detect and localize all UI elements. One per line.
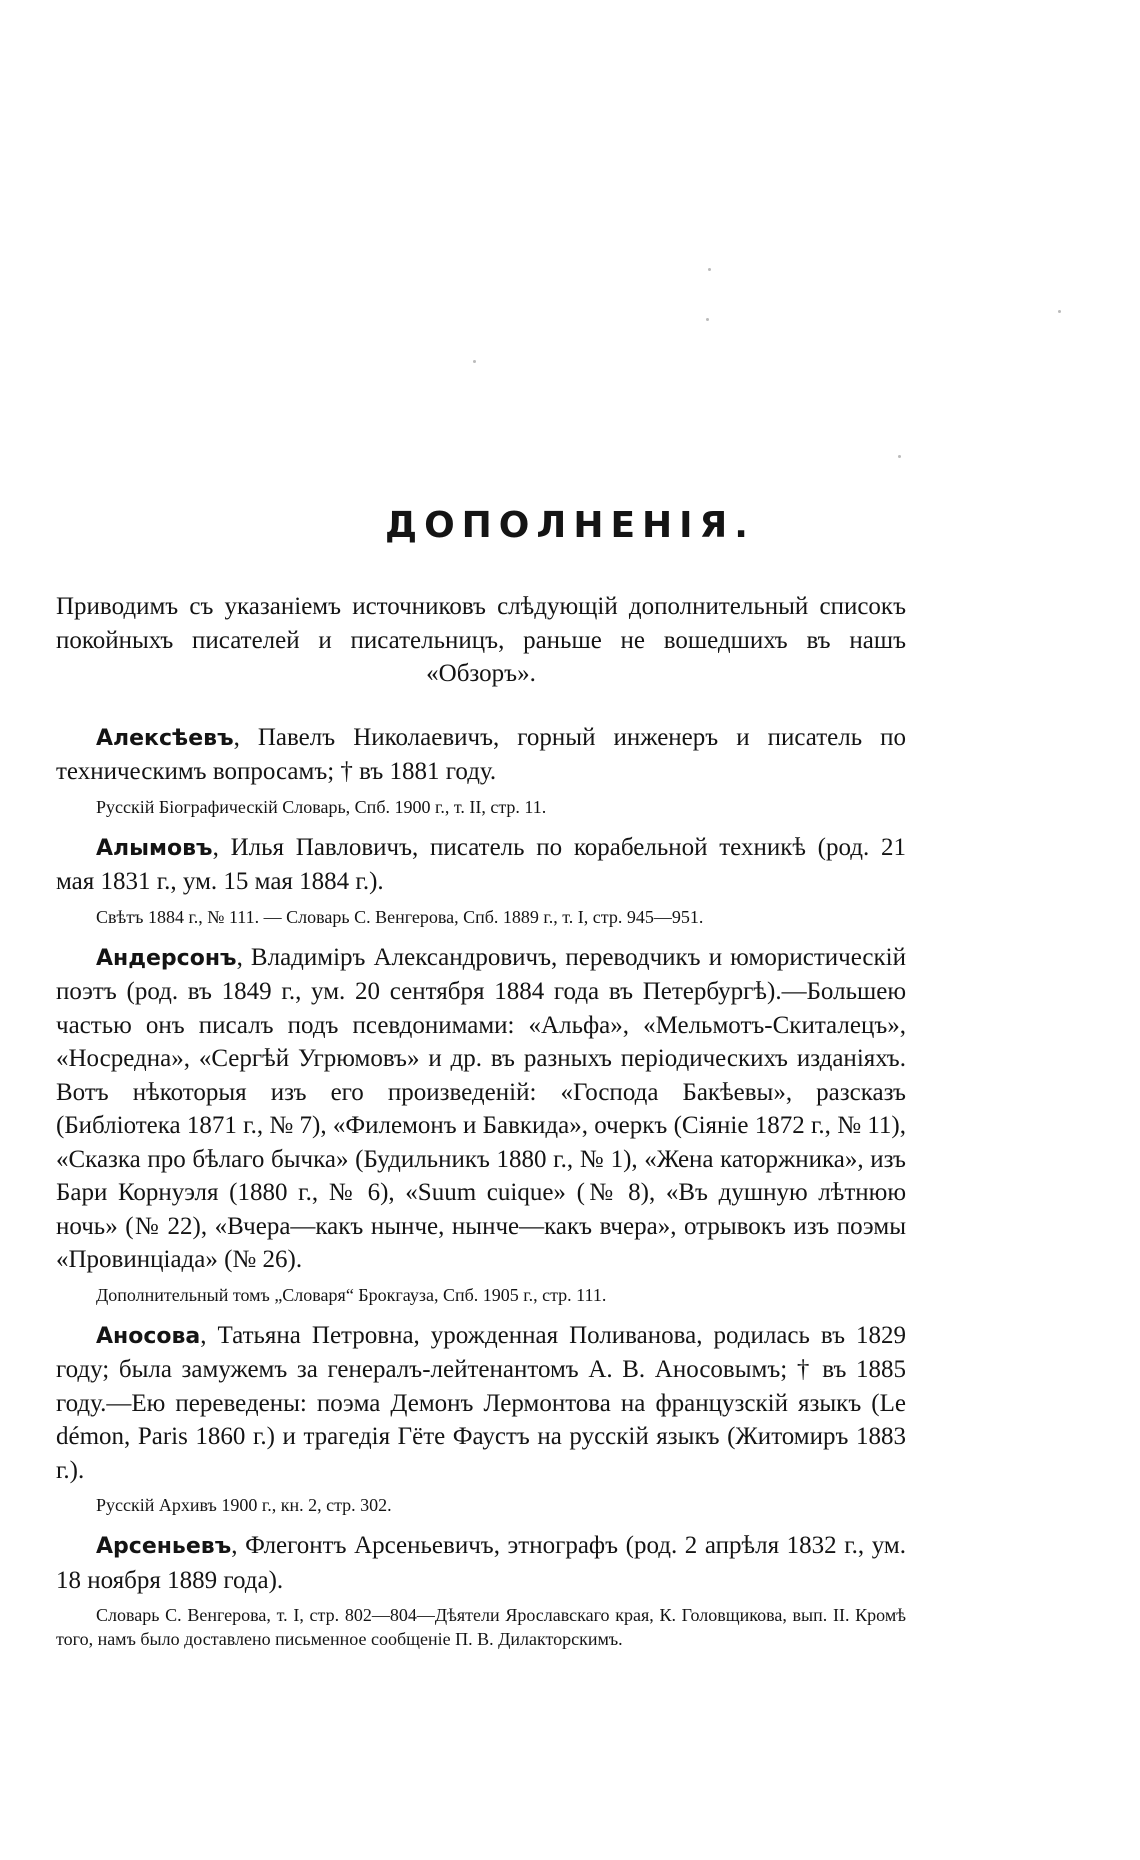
page-speck	[1058, 310, 1061, 313]
entry-name: Алымовъ	[96, 835, 213, 861]
entry-alekseev	[56, 721, 906, 819]
entry-name: Алексѣевъ	[96, 725, 234, 751]
entry-source: Русскій Архивъ 1900 г., кн. 2, стр. 302.	[96, 1495, 392, 1515]
entry-anosova	[56, 1319, 906, 1518]
entry-body	[56, 1319, 906, 1488]
page-speck	[708, 268, 711, 271]
entry-name: Аносова	[96, 1323, 201, 1349]
page-title: ДОПОЛНЕНІЯ.	[385, 505, 755, 546]
page-speck	[706, 318, 709, 321]
entry-body	[56, 1529, 906, 1597]
entry-source: Словарь С. Венгерова, т. I, стр. 802—804—Дѣятели Ярославскаго края, К. Головщикова, вып. II. Кромѣ того, намъ было доставлено письменное сообщеніе П. В. Дилакторскимъ.	[56, 1605, 906, 1649]
main-text-column	[56, 590, 906, 1663]
entry-description: , Илья Павловичъ, писатель по корабельной техникѣ (род. 21 мая 1831 г., ум. 15 мая 1884 г.).	[56, 833, 906, 895]
entry-body	[56, 941, 906, 1277]
entry-alymov	[56, 831, 906, 929]
entry-description: , Татьяна Петровна, урожденная Поливанова, родилась въ 1829 году; была замужемъ за генералъ-лейтенантомъ А. В. Аносовымъ; † въ 1885 году.—Ею переведены: поэма Демонъ Лермонтова на французскій языкъ (Le démon, Paris 1860 г.) и трагедія Гёте Фаустъ на русскій языкъ (Житомиръ 1883 г.).	[56, 1321, 906, 1484]
entry-arsenev	[56, 1529, 906, 1651]
entry-name: Арсеньевъ	[96, 1534, 232, 1559]
intro-paragraph: Приводимъ съ указаніемъ источниковъ слѣдующій дополнительный списокъ покойныхъ писателей и писательницъ, раньше не вошедшихъ въ нашъ «Обзоръ».	[56, 593, 906, 687]
entry-anderson	[56, 941, 906, 1307]
entry-description: , Владиміръ Александровичъ, переводчикъ и юмористическій поэтъ (род. въ 1849 г., ум. 20 сентября 1884 года въ Петербургѣ).—Большею частью онъ писалъ подъ псевдонимами: «Альфа», «Мельмотъ-Скиталецъ», «Носредна», «Сергѣй Угрюмовъ» и др. въ разныхъ періодическихъ изданіяхъ. Вотъ нѣкоторыя изъ его произведеній: «Господа Бакѣевы», разсказъ (Библіотека 1871 г., № 7), «Филемонъ и Бавкида», очеркъ (Сіяніе 1872 г., № 11), «Сказка про бѣлаго бычка» (Будильникъ 1880 г., № 1), «Жена каторжника», изъ Бари Корнуэля (1880 г., № 6), «Suum cuique» (№ 8), «Въ душную лѣтнюю ночь» (№ 22), «Вчера—какъ нынче, нынче—какъ вчера», отрывокъ изъ поэмы «Провинціада» (№ 26).	[56, 943, 906, 1273]
entry-description: , Флегонтъ Арсеньевичъ, этнографъ (род. 2 апрѣля 1832 г., ум. 18 ноября 1889 года).	[56, 1532, 906, 1594]
entry-body	[56, 721, 906, 789]
page-speck	[898, 455, 901, 458]
entry-body	[56, 831, 906, 899]
entry-name: Андерсонъ	[96, 945, 237, 971]
entry-source: Русскій Біографическій Словарь, Спб. 1900 г., т. II, стр. 11.	[96, 796, 547, 817]
entry-source: Свѣтъ 1884 г., № 111. — Словарь С. Венгерова, Спб. 1889 г., т. I, стр. 945—951.	[96, 906, 704, 927]
entry-source: Дополнительный томъ „Словаря“ Брокгауза, Спб. 1905 г., стр. 111.	[96, 1284, 607, 1305]
entry-description: , Павелъ Николаевичъ, горный инженеръ и писатель по техническимъ вопросамъ; † въ 1881 году.	[56, 723, 906, 785]
page-speck	[473, 360, 476, 363]
